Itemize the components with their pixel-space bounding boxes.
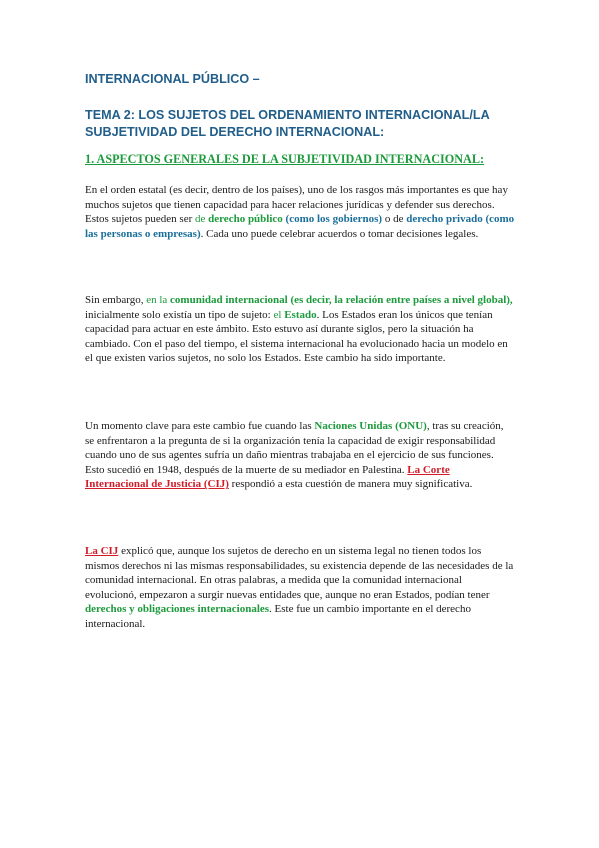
p3-text-3: , tras su creación, se enfrentaron a la pregunta de si la organización tenía la capacidad de exigir responsabilidad cuando uno de sus agentes sufría un daño mientras trabajaba en el ejercicio de sus funciones. Esto sucedió en 1948, después de la muerte de su mediador en Palestina. [85, 420, 504, 476]
p1-text-2: de [194, 213, 209, 226]
p2-estado: Estado [284, 308, 317, 321]
p2-text-2: en la [146, 294, 171, 306]
p4-text-4: . Este fue un cambio importante en el derecho internacional. [85, 603, 471, 630]
section-heading: 1. ASPECTOS GENERALES DE LA SUBJETIVIDAD INTERNACIONAL: [85, 152, 485, 166]
p2-text-7: . Los Estados eran los únicos que tenían capacidad para actuar en este ámbito. Esto estuvo así durante siglos, pero la situación ha cambiado. Con el paso del tiempo, el sistema internacional ha evolucionado hacia un modelo en el que existen varios sujetos, no solo los Estados. Este cambio ha sido importante. [85, 308, 508, 365]
p1-text-7: . Cada uno puede celebrar acuerdos o tomar decisiones legales. [200, 227, 479, 240]
paragraph-4 [85, 544, 515, 632]
p1-derecho-publico: derecho público [208, 213, 283, 226]
p1-derecho-privado: derecho privado (como las personas o empresas) [85, 213, 515, 240]
p3-corte-internacional: La Corte Internacional de Justicia (CIJ) [85, 463, 450, 491]
topic-heading: TEMA 2: LOS SUJETOS DEL ORDENAMIENTO INTERNACIONAL/LA SUBJETIVIDAD DEL DERECHO INTERNACIONAL: [85, 108, 490, 139]
p1-como-gobiernos: (como los gobiernos) [282, 213, 383, 226]
p1-text-5: o de [382, 213, 407, 226]
p2-text-5: el [273, 308, 285, 321]
p3-text-5: respondió a esta cuestión de manera muy significativa. [228, 478, 473, 491]
p4-text-2: explicó que, aunque los sujetos de derecho en un sistema legal no tienen todos los mismos derechos ni las mismas responsabilidades, su existencia depende de las necesidades de la comunidad internacional. En otras palabras, a medida que la comunidad internacional evolucionó, empezaron a surgir nuevas entidades que, aunque no eran Estados, podían tener [85, 545, 514, 601]
paragraph-2 [85, 293, 515, 366]
document-title: INTERNACIONAL PÚBLICO – [85, 72, 260, 86]
p4-la-cij: La CIJ [85, 545, 119, 557]
p1-text-1: En el orden estatal (es decir, dentro de los países), uno de los rasgos más importantes es que hay muchos sujetos que tienen capacidad para hacer relaciones jurídicas y defender sus derechos. Estos sujetos pueden ser [85, 184, 508, 226]
p4-derechos-obligaciones: derechos y obligaciones internacionales [85, 603, 270, 616]
p3-text-1: Un momento clave para este cambio fue cuando las [85, 420, 315, 432]
paragraph-1 [85, 183, 515, 241]
p2-comunidad-internacional: comunidad internacional (es decir, la relación entre países a nivel global), [170, 294, 513, 306]
p2-text-1: Sin embargo, [85, 294, 147, 306]
paragraph-3 [85, 419, 515, 492]
p2-text-4: inicialmente solo existía un tipo de sujeto: [85, 308, 274, 321]
p3-naciones-unidas: Naciones Unidas (ONU) [314, 420, 427, 432]
